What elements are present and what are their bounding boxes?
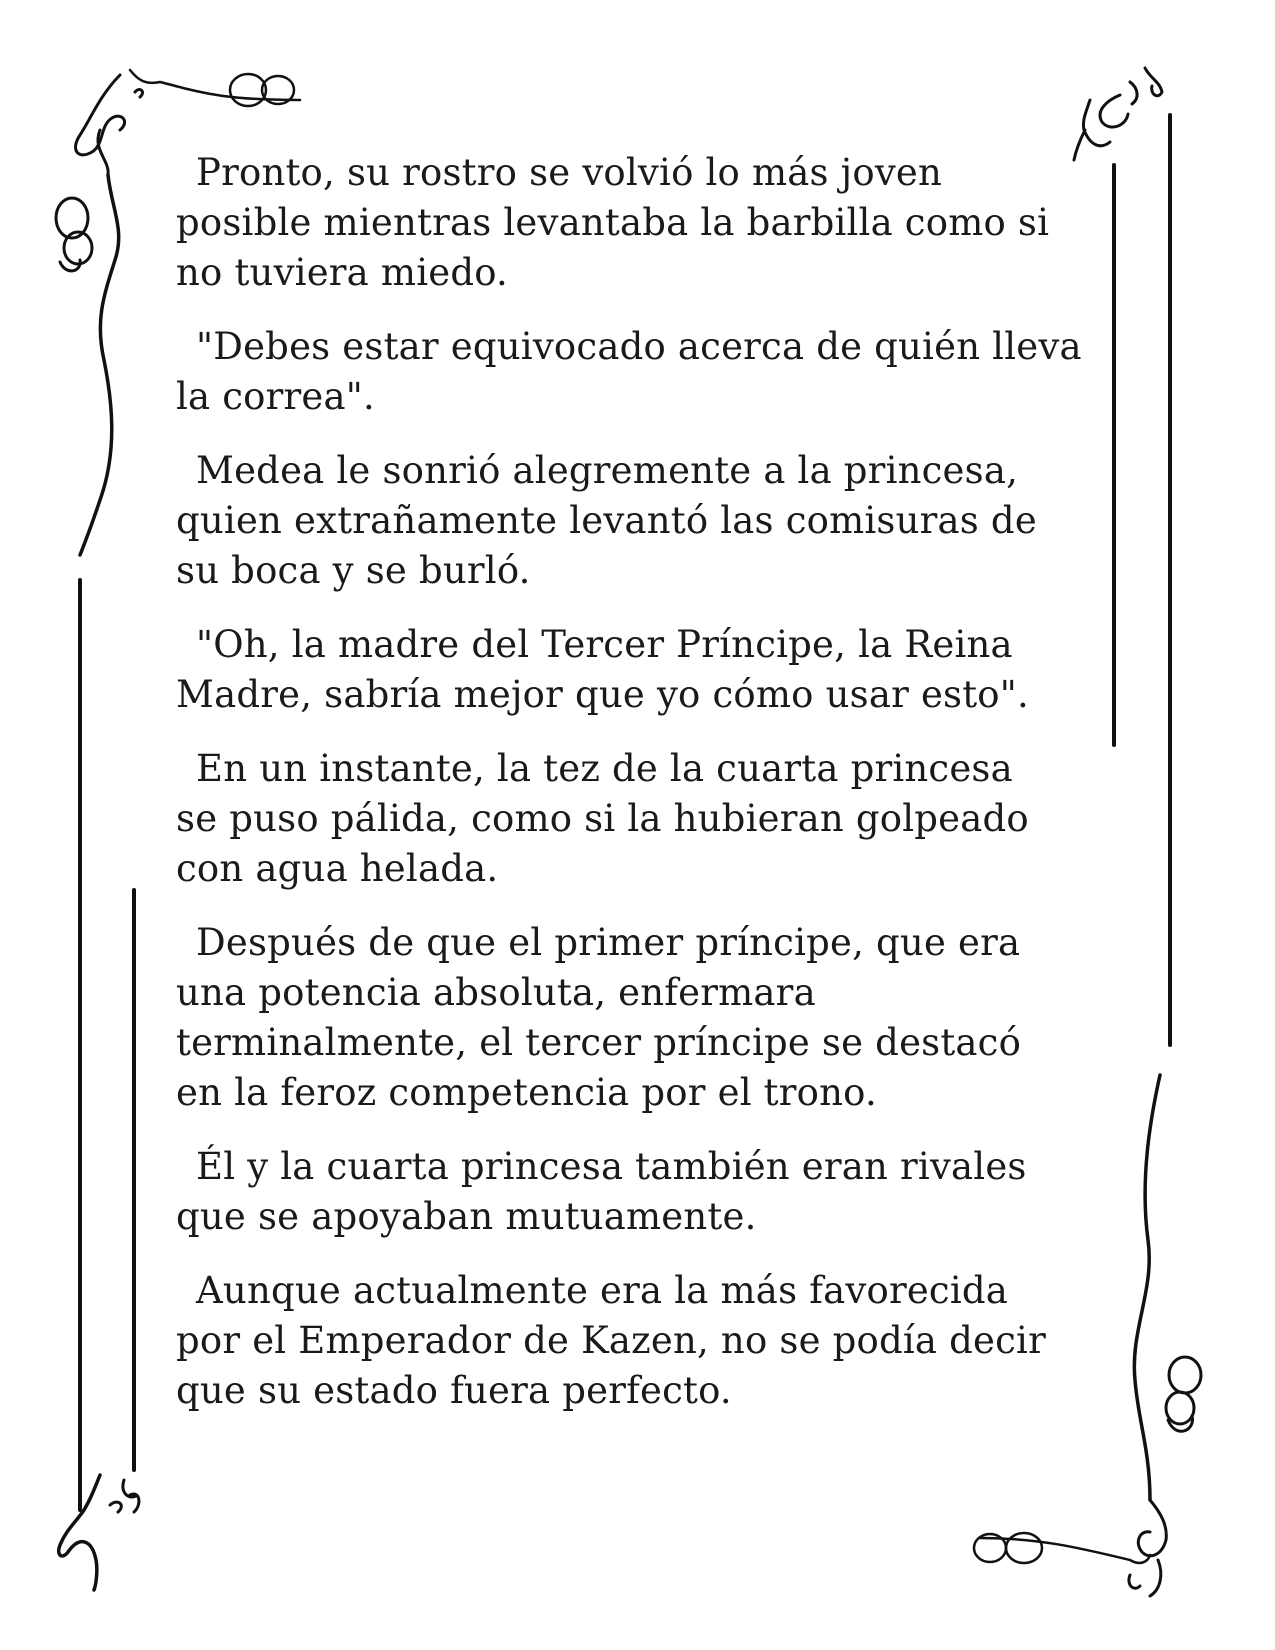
paragraph: "Oh, la madre del Tercer Príncipe, la Reina Madre, sabría mejor que yo cómo usar esto". [176, 623, 1029, 716]
document-body [176, 148, 1096, 1440]
paragraph: Pronto, su rostro se volvió lo más joven posible mientras levantaba la barbilla como si no tuviera miedo. [176, 151, 1050, 294]
paragraph: Aunque actualmente era la más favorecida por el Emperador de Kazen, no se podía decir que su estado fuera perfecto. [176, 1269, 1046, 1412]
paragraph: En un instante, la tez de la cuarta princesa se puso pálida, como si la hubieran golpeado con agua helada. [176, 747, 1029, 890]
vine-right-icon [1134, 1075, 1201, 1500]
paragraph: Él y la cuarta princesa también eran rivales que se apoyaban mutuamente. [176, 1145, 1027, 1238]
flourish-bottom-left-icon [59, 1475, 139, 1590]
paragraph: Después de que el primer príncipe, que era una potencia absoluta, enfermara terminalmente, el tercer príncipe se destacó en la feroz competencia por el trono. [176, 921, 1022, 1114]
flourish-bottom-right-icon [974, 1500, 1166, 1596]
flourish-top-right-icon [1074, 68, 1162, 160]
vine-left-icon [56, 175, 119, 555]
paragraph: "Debes estar equivocado acerca de quién lleva la correa". [176, 325, 1082, 418]
paragraph: Medea le sonrió alegremente a la princesa, quien extrañamente levantó las comisuras de su boca y se burló. [176, 449, 1037, 592]
